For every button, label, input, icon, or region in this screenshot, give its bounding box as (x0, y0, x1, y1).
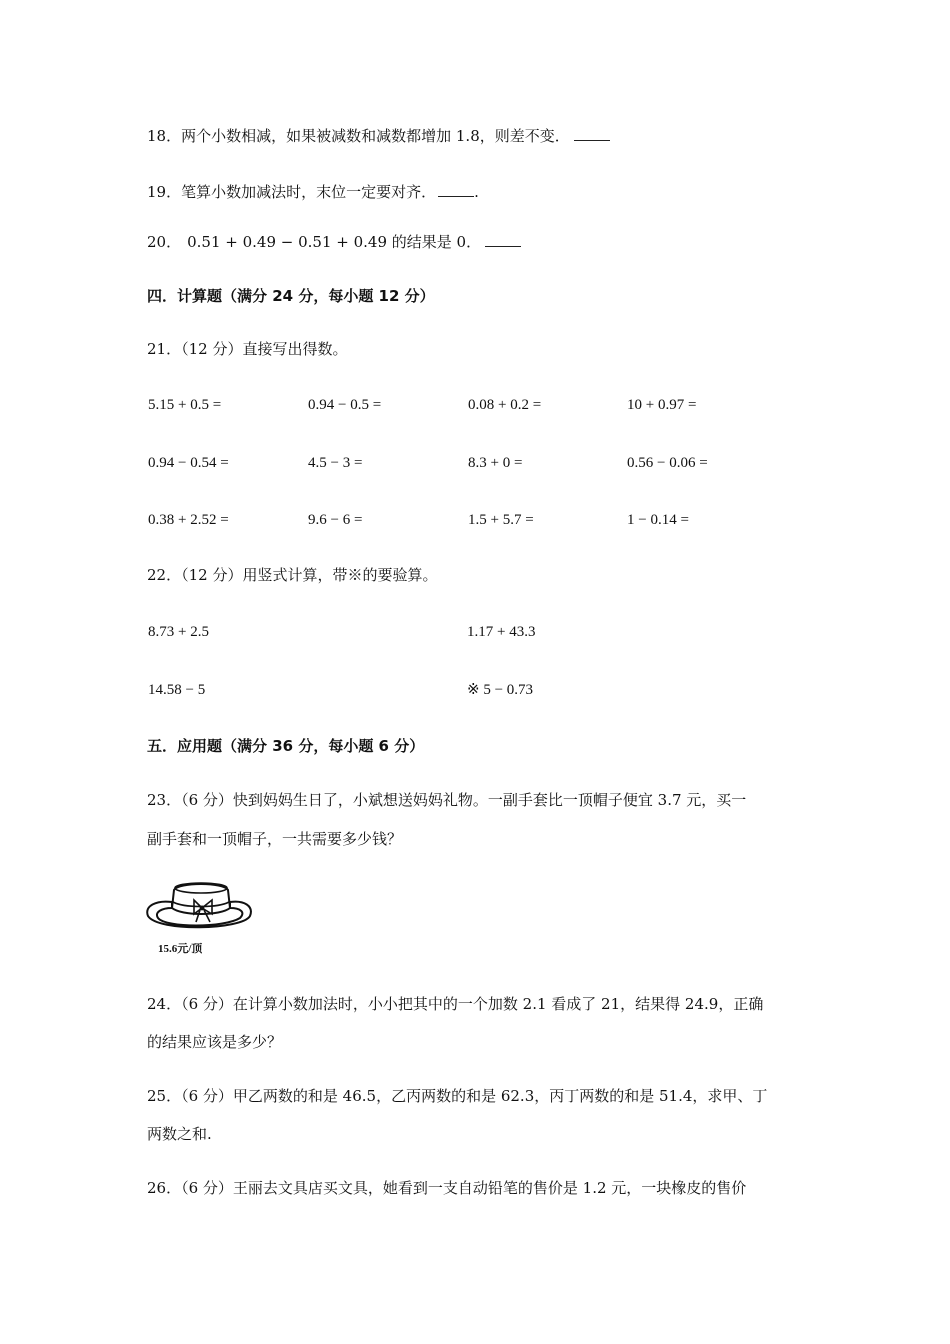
q21-expr: 4.5 − 3 = (308, 455, 363, 471)
q21-expr: 10 + 0.97 = (627, 397, 697, 413)
question-19-text: 笔算小数加减法时，末位一定要对齐． (181, 183, 437, 201)
question-23-line-2: 副手套和一顶帽子，一共需要多少钱？ (147, 830, 403, 848)
q21-expr: 0.08 + 0.2 = (468, 397, 542, 413)
section-4-title: 四．计算题（满分 24 分，每小题 12 分） (147, 287, 435, 305)
section-5-title: 五．应用题（满分 36 分，每小题 6 分） (147, 737, 425, 755)
hat-figure (144, 878, 254, 958)
question-18-text: 两个小数相减，如果被减数和减数都增加 1.8，则差不变． (181, 127, 570, 145)
q21-expr: 0.38 + 2.52 = (148, 512, 229, 528)
question-25-line-1: 25．（6 分）甲乙两数的和是 46.5，乙丙两数的和是 62.3，丙丁两数的和是 51.4，求甲、丁 (147, 1087, 768, 1105)
q22-expr: 8.73 + 2.5 (148, 624, 209, 640)
q21-expr: 5.15 + 0.5 = (148, 397, 222, 413)
q22-expr: 14.58 − 5 (148, 682, 206, 698)
answer-blank-18[interactable] (574, 126, 610, 141)
question-20-text: 0.51 + 0.49 − 0.51 + 0.49 的结果是 0． (187, 233, 482, 251)
question-19: 19．笔算小数加减法时，末位一定要对齐． . (147, 183, 479, 201)
hat-icon (144, 878, 254, 940)
q21-expr: 0.56 − 0.06 = (627, 455, 708, 471)
q21-expr: 1.5 + 5.7 = (468, 512, 534, 528)
question-21-header: 21．（12 分）直接写出得数。 (147, 340, 348, 358)
question-20-number: 20 (147, 233, 167, 251)
question-19-number: 19 (147, 183, 167, 201)
q21-expr: 1 − 0.14 = (627, 512, 689, 528)
question-24-line-2: 的结果应该是多少？ (147, 1033, 283, 1051)
q22-expr: ※ 5 − 0.73 (467, 682, 534, 698)
hat-price-caption: 15.6元/顶 (158, 943, 203, 955)
q21-expr: 9.6 − 6 = (308, 512, 363, 528)
question-23-line-1: 23．（6 分）快到妈妈生日了，小斌想送妈妈礼物。一副手套比一顶帽子便宜 3.7 元，买一 (147, 791, 747, 809)
question-22-header: 22．（12 分）用竖式计算，带※的要验算。 (147, 566, 438, 584)
question-25-line-2: 两数之和. (147, 1125, 212, 1143)
answer-blank-20[interactable] (485, 232, 521, 247)
q21-expr: 0.94 − 0.54 = (148, 455, 229, 471)
q21-expr: 8.3 + 0 = (468, 455, 523, 471)
question-26-line-1: 26．（6 分）王丽去文具店买文具，她看到一支自动铅笔的售价是 1.2 元，一块橡皮的售价 (147, 1179, 747, 1197)
question-19-suffix: . (474, 183, 479, 201)
question-18: 18．两个小数相减，如果被减数和减数都增加 1.8，则差不变． (147, 126, 610, 146)
answer-blank-19[interactable] (438, 182, 474, 197)
question-20: 20． 0.51 + 0.49 − 0.51 + 0.49 的结果是 0． (147, 232, 521, 252)
question-24-line-1: 24．（6 分）在计算小数加法时，小小把其中的一个加数 2.1 看成了 21，结果得 24.9，正确 (147, 995, 764, 1013)
question-18-number: 18 (147, 127, 167, 145)
q22-expr: 1.17 + 43.3 (467, 624, 536, 640)
q21-expr: 0.94 − 0.5 = (308, 397, 382, 413)
